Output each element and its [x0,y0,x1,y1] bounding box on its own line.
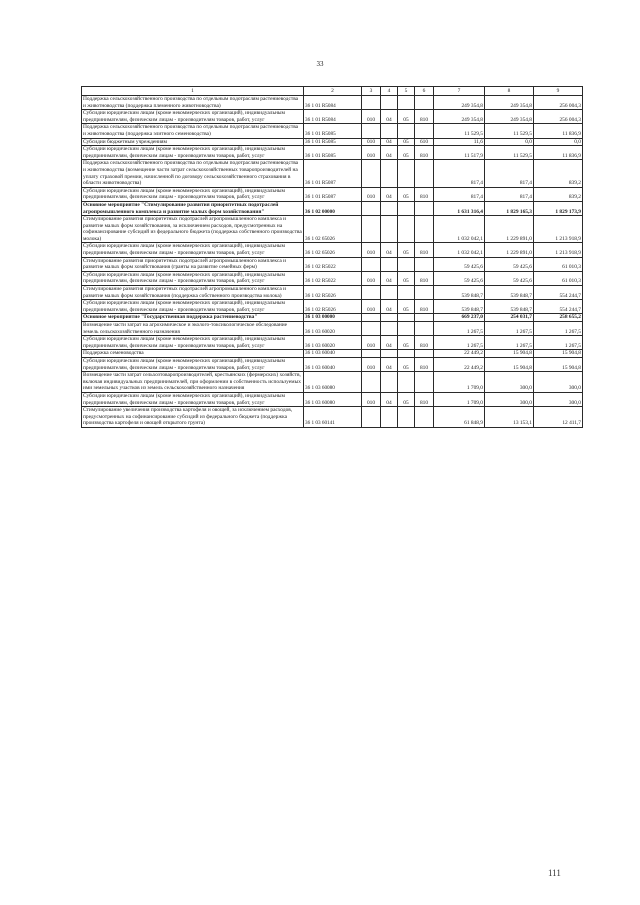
classification-code-cell: 36 1 01 R5085 [304,138,362,146]
column-header: 8 [485,87,534,96]
ministry-code-cell [362,124,381,138]
ministry-code-cell: 010 [362,357,381,371]
amount-year3-cell: 1 267,5 [534,322,583,336]
classification-code-cell: 36 1 02 65026 [304,243,362,257]
amount-year3-cell: 1 213 918,9 [534,243,583,257]
classification-code-cell: 36 1 01 R5085 [304,124,362,138]
row-name-cell: Субсидии юридическим лицам (кроме некоммерческих организаций), индивидуальным предпринимателям, физическим лицам - производителям товаров, работ, услуг [82,392,304,406]
amount-year2-cell: 1 829 165,3 [485,201,534,215]
amount-year1-cell: 11 517,9 [434,146,485,160]
expense-type-cell [415,257,434,271]
expense-type-cell: 810 [415,146,434,160]
expense-type-cell [415,407,434,428]
classification-code-cell: 36 1 03 60080 [304,392,362,406]
subsection-code-cell: 05 [398,187,415,201]
amount-year2-cell: 249 354,8 [485,96,534,110]
amount-year3-cell: 11 836,9 [534,146,583,160]
amount-year2-cell: 59 425,6 [485,271,534,285]
classification-code-cell: 36 1 02 00000 [304,201,362,215]
expense-type-cell [415,201,434,215]
row-name-cell: Субсидии бюджетным учреждениям [82,138,304,146]
amount-year1-cell: 1 709,0 [434,392,485,406]
section-code-cell: 04 [381,271,398,285]
amount-year3-cell: 300,0 [534,372,583,393]
section-code-cell [381,216,398,243]
subsection-code-cell: 05 [398,300,415,314]
subsection-code-cell [398,407,415,428]
amount-year3-cell: 554 244,7 [534,300,583,314]
amount-year2-cell: 59 425,6 [485,257,534,271]
classification-code-cell: 36 1 01 R5087 [304,160,362,187]
section-code-cell [381,322,398,336]
ministry-code-cell [362,160,381,187]
row-name-cell: Поддержка семеноводства [82,350,304,358]
amount-year3-cell: 61 010,3 [534,257,583,271]
section-code-cell [381,372,398,393]
row-name-cell: Субсидии юридическим лицам (кроме некоммерческих организаций), индивидуальным предпринимателям, физическим лицам - производителям товаров, работ, услуг [82,271,304,285]
table-row [82,243,583,257]
section-code-cell: 04 [381,300,398,314]
ministry-code-cell: 010 [362,146,381,160]
row-name-cell: Основное мероприятие "Стимулирование развития приоритетных подотраслей агропромышленного комплекса и развитие малых форм хозяйствования" [82,201,304,215]
amount-year2-cell: 254 031,7 [485,314,534,322]
amount-year3-cell: 0,0 [534,138,583,146]
amount-year3-cell: 11 836,9 [534,124,583,138]
amount-year1-cell: 539 848,7 [434,300,485,314]
expense-type-cell [415,350,434,358]
classification-code-cell: 36 1 03 00000 [304,314,362,322]
subsection-code-cell [398,124,415,138]
ministry-code-cell [362,314,381,322]
amount-year3-cell: 12 411,7 [534,407,583,428]
row-name-cell: Субсидии юридическим лицам (кроме некоммерческих организаций), индивидуальным предпринимателям, физическим лицам - производителям товаров, работ, услуг [82,357,304,371]
amount-year2-cell: 300,0 [485,392,534,406]
expense-type-cell: 810 [415,392,434,406]
subsection-code-cell: 05 [398,392,415,406]
subsection-code-cell [398,96,415,110]
expense-type-cell: 810 [415,336,434,350]
amount-year3-cell: 1 829 173,9 [534,201,583,215]
table-row [82,322,583,336]
subsection-code-cell: 05 [398,110,415,124]
classification-code-cell: 36 1 03 60141 [304,407,362,428]
table-row [82,314,583,322]
amount-year1-cell: 817,4 [434,160,485,187]
classification-code-cell: 36 1 01 R5085 [304,146,362,160]
table-row [82,257,583,271]
classification-code-cell: 36 1 02 R5022 [304,271,362,285]
section-code-cell: 04 [381,187,398,201]
page-number: 33 [316,60,324,68]
section-code-cell: 04 [381,336,398,350]
classification-code-cell: 36 1 02 R5026 [304,300,362,314]
ministry-code-cell [362,322,381,336]
ministry-code-cell [362,372,381,393]
column-header: 9 [534,87,583,96]
section-code-cell [381,257,398,271]
amount-year2-cell: 539 848,7 [485,286,534,300]
table-body [82,96,583,428]
expense-type-cell [415,372,434,393]
table-row [82,372,583,393]
subsection-code-cell [398,201,415,215]
amount-year1-cell: 59 425,6 [434,257,485,271]
row-name-cell: Субсидии юридическим лицам (кроме некоммерческих организаций), индивидуальным предпринимателям, физическим лицам - производителям товаров, работ, услуг [82,243,304,257]
amount-year2-cell: 0,0 [485,138,534,146]
subsection-code-cell: 05 [398,138,415,146]
amount-year3-cell: 300,0 [534,392,583,406]
amount-year2-cell: 13 153,1 [485,407,534,428]
amount-year3-cell: 258 655,2 [534,314,583,322]
ministry-code-cell: 010 [362,271,381,285]
ministry-code-cell [362,286,381,300]
amount-year1-cell: 1 032 042,1 [434,243,485,257]
table-row [82,160,583,187]
table-row [82,138,583,146]
amount-year2-cell: 11 529,5 [485,124,534,138]
expense-type-cell: 610 [415,138,434,146]
ministry-code-cell: 010 [362,243,381,257]
classification-code-cell: 36 1 03 60040 [304,357,362,371]
footer-mark: 111 [548,868,561,878]
amount-year1-cell: 249 354,8 [434,96,485,110]
amount-year3-cell: 554 244,7 [534,286,583,300]
column-header: 7 [434,87,485,96]
expense-type-cell: 810 [415,357,434,371]
amount-year3-cell: 839,2 [534,160,583,187]
ministry-code-cell [362,407,381,428]
table-row [82,286,583,300]
column-header: 5 [398,87,415,96]
amount-year1-cell: 669 237,0 [434,314,485,322]
row-name-cell: Стимулирование увеличения производства картофеля и овощей, за исключением расходов, предусмотренных на софинансирование субсидий из федерального бюджета (поддержка производства картофеля и овощей открытого грунта) [82,407,304,428]
classification-code-cell: 36 1 03 60020 [304,336,362,350]
expense-type-cell [415,160,434,187]
expense-type-cell [415,322,434,336]
expense-type-cell [415,216,434,243]
classification-code-cell: 36 1 02 R5022 [304,257,362,271]
table-row [82,110,583,124]
amount-year1-cell: 11 529,5 [434,124,485,138]
amount-year2-cell: 1 267,5 [485,336,534,350]
expense-type-cell [415,286,434,300]
section-code-cell: 04 [381,392,398,406]
amount-year1-cell: 249 354,8 [434,110,485,124]
expense-type-cell [415,314,434,322]
ministry-code-cell: 010 [362,392,381,406]
section-code-cell [381,124,398,138]
subsection-code-cell: 05 [398,243,415,257]
section-code-cell [381,286,398,300]
table-row [82,407,583,428]
amount-year3-cell: 61 010,3 [534,271,583,285]
expense-type-cell: 810 [415,243,434,257]
budget-table [81,86,583,428]
row-name-cell: Субсидии юридическим лицам (кроме некоммерческих организаций), индивидуальным предпринимателям, физическим лицам - производителям товаров, работ, услуг [82,300,304,314]
section-code-cell [381,350,398,358]
amount-year3-cell: 1 213 918,9 [534,216,583,243]
classification-code-cell: 36 1 01 R5084 [304,110,362,124]
row-name-cell: Субсидии юридическим лицам (кроме некоммерческих организаций), индивидуальным предпринимателям, физическим лицам - производителям товаров, работ, услуг [82,336,304,350]
amount-year1-cell: 22 449,2 [434,357,485,371]
column-header: 4 [381,87,398,96]
row-name-cell: Основное мероприятие "Государственная поддержка растениеводства" [82,314,304,322]
amount-year2-cell: 1 229 891,0 [485,216,534,243]
table-row [82,201,583,215]
table-row [82,392,583,406]
subsection-code-cell: 05 [398,146,415,160]
classification-code-cell: 36 1 01 R5084 [304,96,362,110]
row-name-cell: Стимулирование развития приоритетных подотраслей агропромышленного комплекса и развитие малых форм хозяйствования, за исключением расходов, предусмотренных на софинансирование субсидий из федерального бюджета (поддержка собственного производства молока) [83,216,302,242]
subsection-code-cell [398,350,415,358]
expense-type-cell: 810 [415,110,434,124]
classification-code-cell: 36 1 02 65026 [304,216,362,243]
classification-code-cell: 36 1 03 60020 [304,322,362,336]
row-name-cell: Поддержка сельскохозяйственного производства по отдельным подотраслям растениеводства и животноводства (поддержка элитного семеноводства) [82,124,304,138]
amount-year3-cell: 15 904,8 [534,357,583,371]
subsection-code-cell: 05 [398,357,415,371]
ministry-code-cell: 010 [362,187,381,201]
amount-year1-cell: 61 848,9 [434,407,485,428]
expense-type-cell: 810 [415,271,434,285]
ministry-code-cell [362,350,381,358]
amount-year2-cell: 1 267,5 [485,322,534,336]
section-code-cell: 04 [381,243,398,257]
table-row [82,146,583,160]
subsection-code-cell [398,286,415,300]
amount-year2-cell: 15 904,8 [485,357,534,371]
amount-year1-cell: 1 631 316,4 [434,201,485,215]
table-row [82,357,583,371]
amount-year2-cell: 300,0 [485,372,534,393]
section-code-cell: 04 [381,146,398,160]
classification-code-cell: 36 1 03 60080 [304,372,362,393]
column-header: 2 [304,87,362,96]
section-code-cell: 04 [381,110,398,124]
column-header: 1 [82,87,304,96]
ministry-code-cell [362,257,381,271]
column-header: 3 [362,87,381,96]
row-name-cell: Возмещение части затрат сельхозтоваропроизводителей, крестьянских (фермерских) хозяйств, включая индивидуальных предпринимателей, при оформлении в собственность используемых ими земельных участков из земель сельскохозяйственного назначения [82,372,304,393]
row-name-cell: Стимулирование развития приоритетных подотраслей агропромышленного комплекса и развитие малых форм хозяйствования (поддержка собственного производства молока) [82,286,304,300]
amount-year2-cell: 11 529,5 [485,146,534,160]
amount-year1-cell: 11,6 [434,138,485,146]
row-name-cell: Поддержка сельскохозяйственного производства по отдельным подотраслям растениеводства и животноводства (поддержка племенного животноводства) [82,96,304,110]
subsection-code-cell [398,216,415,243]
ministry-code-cell [362,216,381,243]
section-code-cell [381,407,398,428]
amount-year2-cell: 249 354,8 [485,110,534,124]
ministry-code-cell [362,96,381,110]
table-row [82,187,583,201]
amount-year1-cell: 1 267,5 [434,322,485,336]
amount-year1-cell: 539 848,7 [434,286,485,300]
subsection-code-cell [398,160,415,187]
amount-year1-cell: 59 425,6 [434,271,485,285]
section-code-cell: 04 [381,138,398,146]
amount-year3-cell: 256 004,3 [534,96,583,110]
subsection-code-cell: 05 [398,336,415,350]
amount-year2-cell: 1 229 891,0 [485,243,534,257]
ministry-code-cell: 010 [362,300,381,314]
classification-code-cell: 36 1 02 R5026 [304,286,362,300]
ministry-code-cell [362,201,381,215]
amount-year2-cell: 539 848,7 [485,300,534,314]
ministry-code-cell: 010 [362,110,381,124]
amount-year2-cell: 817,4 [485,187,534,201]
ministry-code-cell: 010 [362,138,381,146]
table-row [82,336,583,350]
row-name-cell: Возмещение части затрат на агрохимическое и эколого-токсикологическое обследование земель сельскохозяйственного назначения [82,322,304,336]
amount-year3-cell: 256 004,3 [534,110,583,124]
expense-type-cell [415,124,434,138]
table-row [82,350,583,358]
amount-year1-cell: 1 709,0 [434,372,485,393]
classification-code-cell: 36 1 01 R5087 [304,187,362,201]
row-name-cell: Субсидии юридическим лицам (кроме некоммерческих организаций), индивидуальным предпринимателям, физическим лицам - производителям товаров, работ, услуг [82,187,304,201]
amount-year3-cell: 15 904,8 [534,350,583,358]
table-header-row [82,87,583,96]
row-name-cell: Субсидии юридическим лицам (кроме некоммерческих организаций), индивидуальным предпринимателям, физическим лицам - производителям товаров, работ, услуг [82,146,304,160]
column-header: 6 [415,87,434,96]
amount-year3-cell: 839,2 [534,187,583,201]
subsection-code-cell [398,314,415,322]
row-name-cell: Субсидии юридическим лицам (кроме некоммерческих организаций), индивидуальным предпринимателям, физическим лицам - производителям товаров, работ, услуг [82,110,304,124]
section-code-cell [381,201,398,215]
expense-type-cell [415,96,434,110]
section-code-cell [381,314,398,322]
table-row [82,300,583,314]
amount-year3-cell: 1 267,5 [534,336,583,350]
classification-code-cell: 36 1 03 60040 [304,350,362,358]
section-code-cell: 04 [381,357,398,371]
amount-year2-cell: 817,4 [485,160,534,187]
amount-year1-cell: 817,4 [434,187,485,201]
table-row [82,216,583,243]
subsection-code-cell [398,257,415,271]
ministry-code-cell: 010 [362,336,381,350]
table-row [82,96,583,110]
amount-year1-cell: 22 449,2 [434,350,485,358]
section-code-cell [381,96,398,110]
subsection-code-cell: 05 [398,271,415,285]
amount-year2-cell: 15 904,8 [485,350,534,358]
subsection-code-cell [398,372,415,393]
row-name-cell: Стимулирование развития приоритетных подотраслей агропромышленного комплекса и развитие малых форм хозяйствования (гранты на развитие семейных ферм) [82,257,304,271]
subsection-code-cell [398,322,415,336]
amount-year1-cell: 1 032 042,1 [434,216,485,243]
section-code-cell [381,160,398,187]
expense-type-cell: 810 [415,187,434,201]
table-row [82,124,583,138]
row-name-cell: Поддержка сельскохозяйственного производства по отдельным подотраслям растениеводства и животноводства (возмещение части затрат сельскохозяйственных товаропроизводителей на уплату страховой премии, начисленной по договору сельскохозяйственного страхования в области животноводства) [82,160,304,187]
table-row [82,271,583,285]
amount-year1-cell: 1 267,5 [434,336,485,350]
expense-type-cell: 810 [415,300,434,314]
